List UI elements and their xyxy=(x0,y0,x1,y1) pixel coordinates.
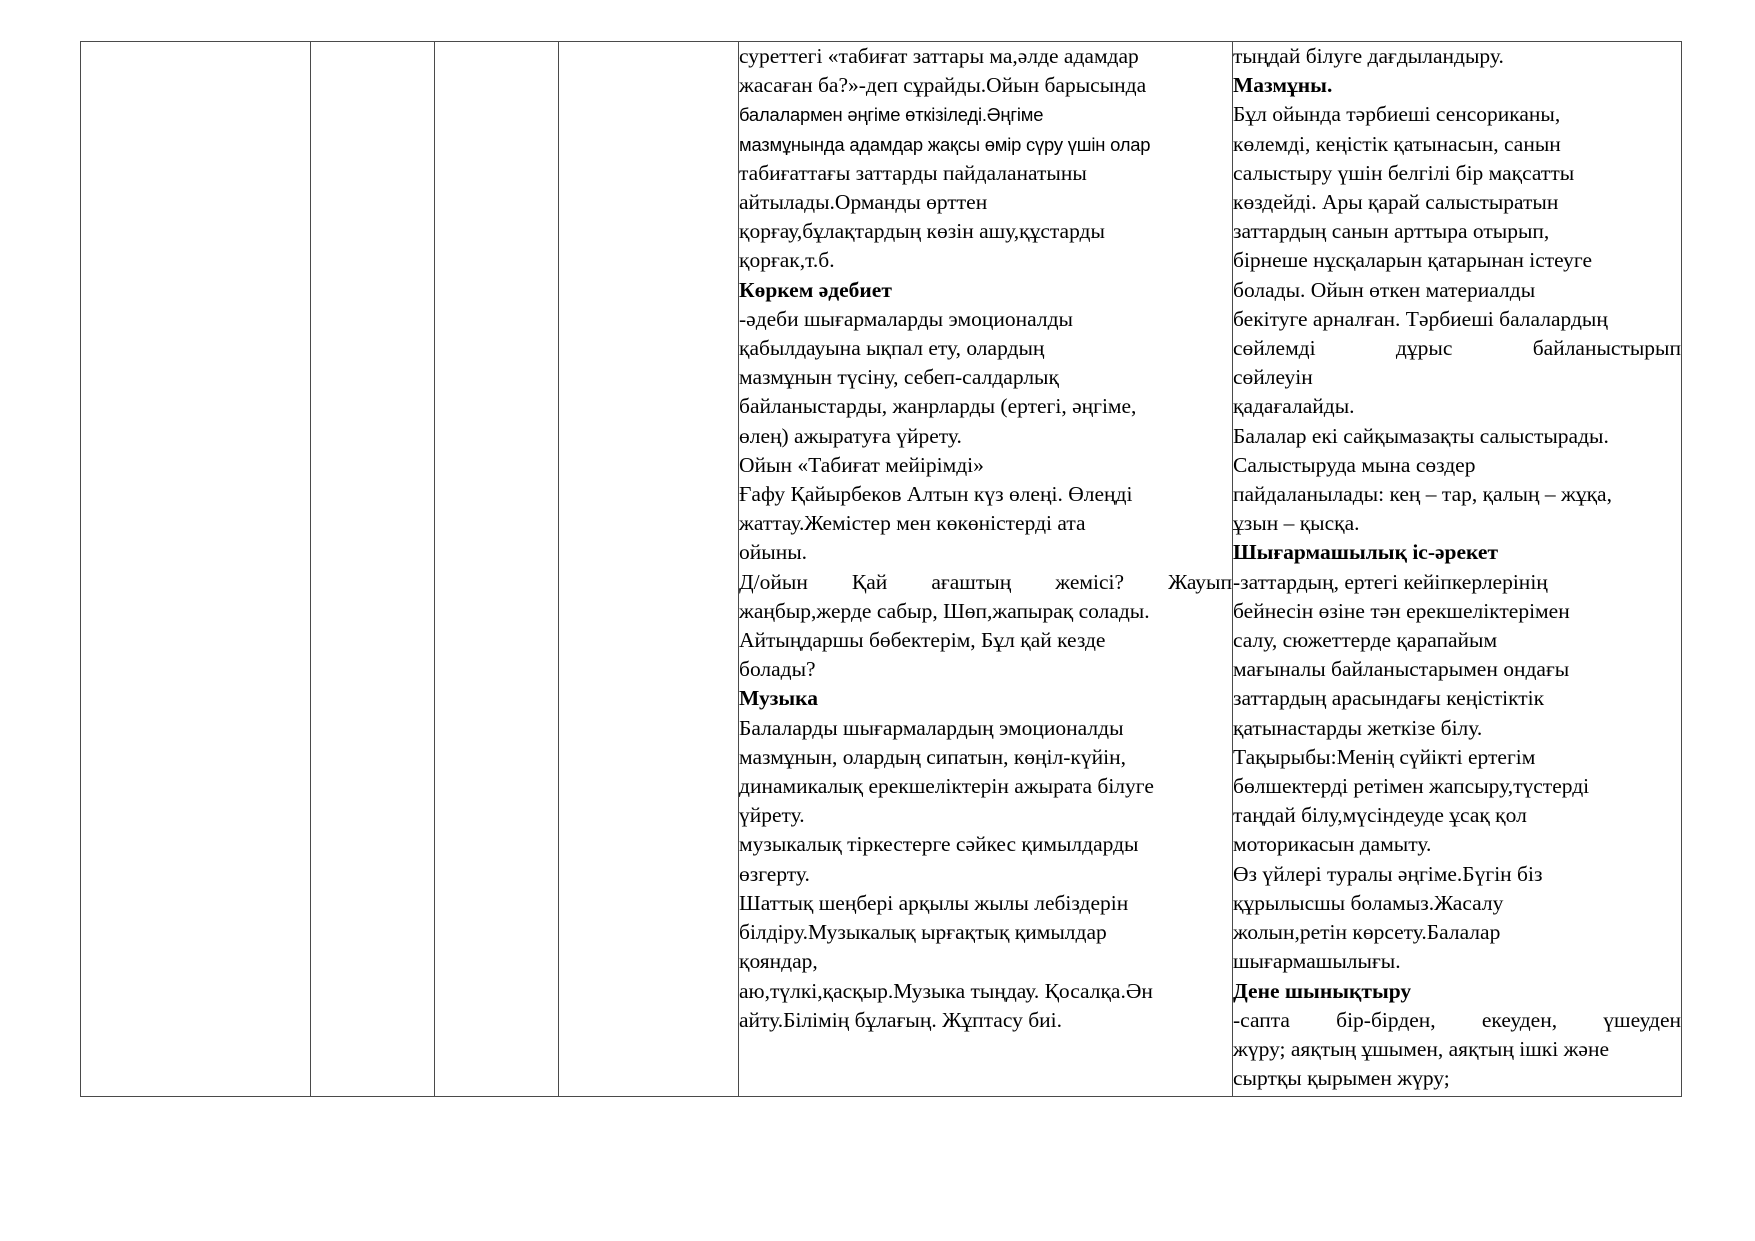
empty-cell-4 xyxy=(559,42,739,1097)
text-line: моторикасын дамыту. xyxy=(1233,832,1432,857)
left-text-cell xyxy=(739,42,1233,1097)
text-line: Д/ойын Қай ағаштың жемісі? Жауып xyxy=(739,569,1232,594)
text-line: қабылдауына ықпал ету, олардың xyxy=(739,336,1045,361)
text-line: Балалар екі сайқымазақты салыстырады. xyxy=(1233,423,1609,448)
text-line: суреттегі «табиғат заттары ма,әлде адамдар xyxy=(739,44,1139,68)
text-line: жолын,ретін көрсету.Балалар xyxy=(1233,920,1501,945)
text-line: табиғаттағы заттарды пайдаланатыны xyxy=(739,160,1087,185)
text-line: Ғафу Қайырбеков Алтын күз өлеңі. Өлеңді xyxy=(739,482,1133,507)
right-text-lines xyxy=(1233,42,1681,1093)
text-line: Шаттық шеңбері арқылы жылы лебіздерін xyxy=(739,890,1129,915)
section-heading: Мазмұны. xyxy=(1233,73,1333,98)
text-line: болады. Ойын өткен материалды xyxy=(1233,277,1536,302)
text-line: салу, сюжеттерде қарапайым xyxy=(1233,628,1498,653)
text-line: бекітуге арналған. Тәрбиеші балалардың xyxy=(1233,306,1608,331)
left-text-lines xyxy=(739,42,1232,1035)
text-line: аю,түлкі,қасқыр.Музыка тыңдау. Қосалқа.Ән xyxy=(739,978,1153,1003)
right-text-cell xyxy=(1233,42,1682,1097)
text-line: динамикалық ерекшеліктерін ажырата білуге xyxy=(739,774,1154,799)
text-line: -әдеби шығармаларды эмоционалды xyxy=(739,306,1073,331)
lesson-plan-table xyxy=(80,41,1682,1097)
text-line: тыңдай білуге дағдыландыру. xyxy=(1233,44,1504,68)
text-line: бөлшектерді ретімен жапсыру,түстерді xyxy=(1233,774,1590,799)
text-line: заттардың арасындағы кеңістіктік xyxy=(1233,686,1545,711)
text-line: қорғау,бұлақтардың көзін ашу,құстарды xyxy=(739,219,1105,244)
text-line: салыстыру үшін белгілі бір мақсатты xyxy=(1233,160,1575,185)
text-line: болады? xyxy=(739,657,816,682)
empty-cell-1 xyxy=(81,42,311,1097)
text-line: жүру; аяқтың ұшымен, аяқтың ішкі және xyxy=(1233,1036,1610,1061)
empty-cell-3 xyxy=(435,42,559,1097)
text-line: ойыны. xyxy=(739,540,808,565)
text-line: сөйлеуін xyxy=(1233,365,1313,390)
text-line: Ойын «Табиғат мейірімді» xyxy=(739,452,984,477)
text-line: Айтыңдаршы бөбектерім, Бұл қай кезде xyxy=(739,628,1106,653)
table-row xyxy=(81,42,1682,1097)
text-line: өлең) ажыратуға үйрету. xyxy=(739,423,962,448)
text-line: айтылады.Орманды өрттен xyxy=(739,190,988,215)
section-heading: Көркем әдебиет xyxy=(739,277,892,302)
text-line: қадағалайды. xyxy=(1233,394,1355,419)
text-line: қорғак,т.б. xyxy=(739,248,835,273)
text-line: құрылысшы боламыз.Жасалу xyxy=(1233,890,1504,915)
text-line: Салыстыруда мына сөздер xyxy=(1233,452,1476,477)
text-line: жаттау.Жемістер мен көкөністерді ата xyxy=(739,511,1086,536)
text-line: -сапта бір-бірден, екеуден, үшеуден xyxy=(1233,1007,1681,1032)
text-line: көлемді, кеңістік қатынасын, санын xyxy=(1233,131,1561,156)
text-line: сыртқы қырымен жүру; xyxy=(1233,1066,1450,1091)
text-line: Тақырыбы:Менің сүйікті ертегім xyxy=(1233,744,1536,769)
text-line: көздейді. Ары қарай салыстыратын xyxy=(1233,190,1559,215)
text-line: Өз үйлері туралы әңгіме.Бүгін біз xyxy=(1233,861,1543,886)
text-line: заттардың санын арттыра отырып, xyxy=(1233,219,1550,244)
text-line: мазмұнын түсіну, себеп-салдарлық xyxy=(739,365,1059,390)
text-line: айту.Білімің бұлағың. Жұптасу биі. xyxy=(739,1007,1062,1032)
text-line: сөйлемді дұрыс байланыстырып xyxy=(1233,336,1681,361)
empty-cell-2 xyxy=(311,42,435,1097)
text-line: таңдай білу,мүсіндеуде ұсақ қол xyxy=(1233,803,1527,828)
text-line: Балаларды шығармалардың эмоционалды xyxy=(739,715,1124,740)
text-line: музыкалық тіркестерге сәйкес қимылдарды xyxy=(739,832,1139,857)
text-line: жаңбыр,жерде сабыр, Шөп,жапырақ солады. xyxy=(739,598,1150,623)
text-line: пайдаланылады: кең – тар, қалың – жұқа, xyxy=(1233,482,1612,507)
text-line: білдіру.Музыкалық ырғақтық қимылдар xyxy=(739,920,1107,945)
text-line: өзгерту. xyxy=(739,861,810,886)
text-line: мазмұнында адамдар жақсы өмір сүру үшін олар xyxy=(739,133,1151,155)
section-heading: Музыка xyxy=(739,686,818,711)
text-line: ұзын – қысқа. xyxy=(1233,511,1360,536)
text-line: Бұл ойында тәрбиеші сенсориканы, xyxy=(1233,102,1561,127)
text-line: қояндар, xyxy=(739,949,818,974)
text-line: қатынастарды жеткізе білу. xyxy=(1233,715,1483,740)
text-line: үйрету. xyxy=(739,803,805,828)
section-heading: Дене шынықтыру xyxy=(1233,978,1412,1003)
text-line: мағыналы байланыстарымен ондағы xyxy=(1233,657,1570,682)
text-line: шығармашылығы. xyxy=(1233,949,1401,974)
text-line: -заттардың, ертегі кейіпкерлерінің xyxy=(1233,569,1548,594)
text-line: бейнесін өзіне тән ерекшеліктерімен xyxy=(1233,598,1570,623)
text-line: байланыстарды, жанрларды (ертегі, әңгіме, xyxy=(739,394,1137,419)
section-heading: Шығармашылық іс-әрекет xyxy=(1233,540,1499,565)
text-line: мазмұнын, олардың сипатын, көңіл-күйін, xyxy=(739,744,1126,769)
text-line: жасаған ба?»-деп сұрайды.Ойын барысында xyxy=(739,73,1147,98)
text-line: балалармен әңгіме өткізіледі.Әңгіме xyxy=(739,104,1044,126)
text-line: бірнеше нұсқаларын қатарынан істеуге xyxy=(1233,248,1593,273)
